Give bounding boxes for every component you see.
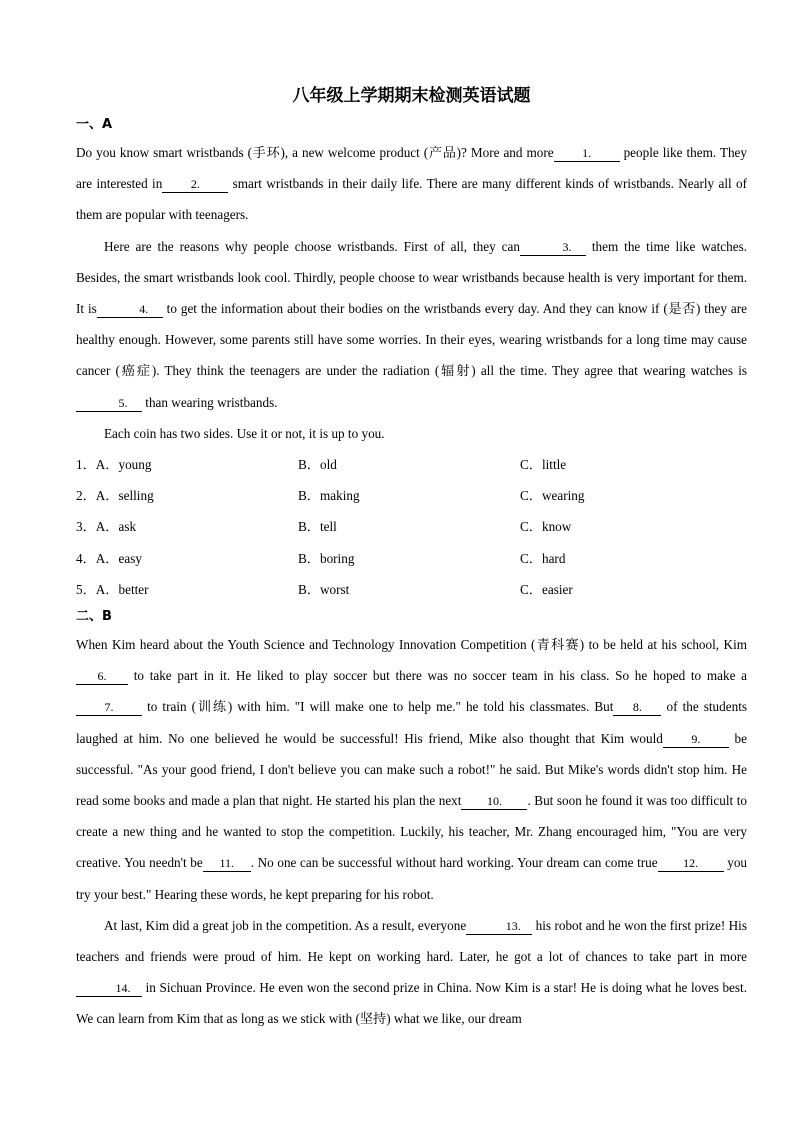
- option-b[interactable]: B．worst: [298, 581, 350, 597]
- text: be successful. "As your good friend, I don't believe you can make such a robot!" he said. But Mike's words didn't stop him. He read some books and made a plan that night. He started his plan the next: [76, 730, 748, 808]
- text: them the time like watches. Besides, the smart wristbands look cool. Thirdly, people choose to wear wristbands because health is very important for them. It is: [76, 238, 747, 317]
- section-b-paragraph-2: [76, 910, 747, 1035]
- blank-12: 12.: [658, 855, 724, 872]
- text: . No one can be successful without hard working. Your dream can come true: [250, 855, 658, 871]
- option-b[interactable]: B．making: [298, 488, 360, 504]
- text: than wearing wristbands.: [142, 394, 278, 410]
- option-row-4: [76, 543, 747, 574]
- text: to get the information about their bodies on the wristbands every day. And they can know if (是否) they are healthy enough. However, some parents still have some worries. In their eyes, wearing wristbands for a long time may cause cancer (癌症). They think the teenagers are under the radiation (辐射) all the time. They agree that wearing watches is: [76, 301, 747, 379]
- section-a-paragraph-2: [76, 231, 747, 418]
- blank-9: 9.: [663, 731, 729, 748]
- option-a[interactable]: 5．A．better: [76, 581, 149, 597]
- text: At last, Kim did a great job in the competition. As a result, everyone: [104, 917, 467, 933]
- text: his robot and he won the first prize! His teachers and friends were proud of him. He kept on working hard. Later, he got a lot of chances to take part in more: [76, 917, 747, 964]
- text: Here are the reasons why people choose wristbands. First of all, they can: [104, 238, 520, 254]
- text: in Sichuan Province. He even won the second prize in China. Now Kim is a star! He is doing what he loves best. We can learn from Kim that as long as we stick with (坚持) what we like, our dream: [76, 980, 747, 1027]
- option-b[interactable]: B．boring: [298, 550, 355, 566]
- option-a[interactable]: 3．A．ask: [76, 519, 137, 535]
- option-a[interactable]: 4．A．easy: [76, 550, 142, 566]
- text: of the students laughed at him. No one believed he would be successful! His friend, Mike also thought that Kim would: [76, 699, 747, 746]
- option-c[interactable]: C．easier: [520, 581, 573, 597]
- text: to take part in it. He liked to play soccer but there was no soccer team in his class. So he hoped to make a: [128, 668, 747, 684]
- blank-7: 7.: [76, 699, 142, 716]
- option-c[interactable]: C．know: [520, 519, 572, 535]
- blank-14: 14.: [76, 980, 142, 997]
- text: to train (训练) with him. "I will make one to help me." he told his classmates. But: [142, 699, 614, 715]
- section-a-paragraph-1: [76, 137, 747, 231]
- blank-13: 13.: [466, 918, 532, 935]
- option-row-1: [76, 449, 747, 480]
- blank-4: 4.: [97, 301, 163, 318]
- text: people like them. They are interested in: [76, 145, 747, 192]
- option-c[interactable]: C．hard: [520, 550, 566, 566]
- option-row-3: [76, 511, 747, 542]
- options-list: [76, 449, 747, 605]
- option-c[interactable]: C．wearing: [520, 488, 585, 504]
- section-b-heading: 二、B: [76, 608, 112, 624]
- blank-5: 5.: [76, 395, 142, 412]
- text: smart wristbands in their daily life. There are many different kinds of wristbands. Nearly all of them are popular with teenagers.: [76, 176, 747, 223]
- option-a[interactable]: 2．A．selling: [76, 488, 154, 504]
- blank-10: 10.: [461, 793, 527, 810]
- blank-1: 1.: [554, 145, 620, 162]
- text: When Kim heard about the Youth Science and Technology Innovation Competition (青科赛) to be held at his school, Kim: [76, 636, 747, 652]
- blank-6: 6.: [76, 668, 128, 685]
- option-b[interactable]: B．tell: [298, 519, 337, 535]
- text: . But soon he found it was too difficult to create a new thing and he wanted to stop the competition. Luckily, his teacher, Mr. Zhang encouraged him, "You are very creative. You needn't be: [76, 792, 747, 871]
- section-a-heading: 一、A: [76, 117, 113, 132]
- option-a[interactable]: 1．A．young: [76, 457, 152, 473]
- option-row-2: [76, 480, 747, 511]
- blank-11: 11.: [203, 855, 251, 872]
- option-row-5: [76, 574, 747, 605]
- option-c[interactable]: C．little: [520, 457, 567, 473]
- section-a-paragraph-3: Each coin has two sides. Use it or not, it is up to you.: [104, 425, 385, 441]
- exam-page: [76, 80, 747, 1035]
- blank-2: 2.: [162, 176, 228, 193]
- blank-8: 8.: [613, 699, 661, 716]
- section-b-paragraph-1: [76, 629, 747, 910]
- option-b[interactable]: B．old: [298, 457, 337, 473]
- page-title: 八年级上学期期末检测英语试题: [292, 86, 531, 106]
- text: you try your best." Hearing these words, he kept preparing for his robot.: [76, 855, 748, 902]
- blank-3: 3.: [520, 239, 586, 256]
- text: Do you know smart wristbands (手环), a new welcome product (产品)? More and more: [76, 145, 554, 160]
